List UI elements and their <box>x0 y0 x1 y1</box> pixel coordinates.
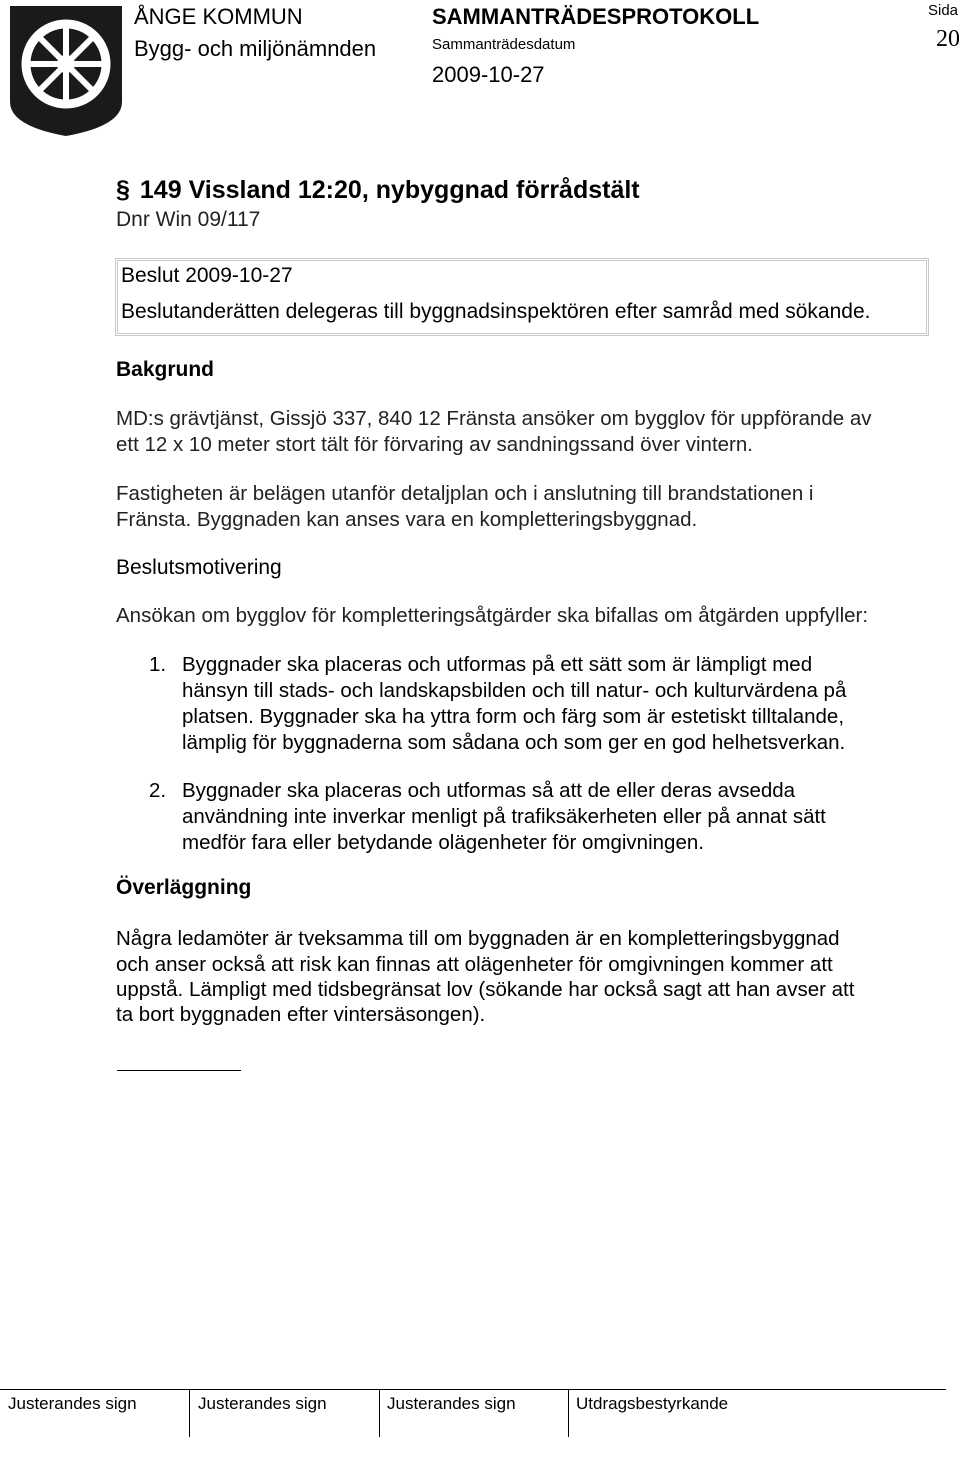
organization-name: ÅNGE KOMMUN <box>134 4 303 29</box>
footer-divider <box>189 1389 190 1437</box>
deliberation-heading: Överläggning <box>116 876 252 899</box>
background-p2-line2: Fränsta. Byggnaden kan anses vara en kompletteringsbyggnad. <box>116 508 698 531</box>
background-p1-line1: MD:s grävtjänst, Gissjö 337, 840 12 Fränsta ansöker om bygglov för uppförande av <box>116 407 872 430</box>
motivation-heading: Beslutsmotivering <box>116 556 282 579</box>
footer-divider <box>568 1389 569 1437</box>
end-of-section-rule <box>117 1070 241 1071</box>
board-name: Bygg- och miljönämnden <box>134 36 377 61</box>
background-p2-line1: Fastigheten är belägen utanför detaljplan och i anslutning till brandstationen i <box>116 482 814 505</box>
list-item-line: hänsyn till stads- och landskapsbilden och till natur- och kulturvärdena på <box>182 679 847 702</box>
list-item-number: 2. <box>149 779 167 802</box>
footer-sign-field-3: Justerandes sign <box>387 1394 516 1413</box>
background-p1-line2: ett 12 x 10 meter stort tält för förvaring av sandningssand över vintern. <box>116 433 753 456</box>
document-title: SAMMANTRÄDESPROTOKOLL <box>432 4 760 29</box>
background-heading: Bakgrund <box>116 358 215 381</box>
list-item-line: Byggnader ska placeras och utformas på ett sätt som är lämpligt med <box>182 653 813 676</box>
footer-sign-field-2: Justerandes sign <box>198 1394 327 1413</box>
meeting-date-label: Sammanträdesdatum <box>432 36 576 53</box>
footer-certification-field: Utdragsbestyrkande <box>576 1394 729 1413</box>
deliberation-line: ta bort byggnaden efter vintersäsongen). <box>116 1003 486 1026</box>
list-item-line: medför fara eller betydande olägenheter för omgivningen. <box>182 831 704 854</box>
section-symbol: § <box>116 176 130 204</box>
case-title-text: 149 Vissland 12:20, nybyggnad förrådstält <box>139 176 640 204</box>
municipality-shield-logo <box>6 2 126 138</box>
page-label: Sida <box>928 2 959 19</box>
motivation-intro: Ansökan om bygglov för kompletteringsåtgärder ska bifallas om åtgärden uppfyller: <box>116 604 869 627</box>
meeting-date: 2009-10-27 <box>432 62 545 87</box>
decision-text: Beslutanderätten delegeras till byggnadsinspektören efter samråd med sökande. <box>121 300 871 323</box>
footer-rule <box>0 1389 946 1390</box>
deliberation-line: Några ledamöter är tveksamma till om byggnaden är en kompletteringsbyggnad <box>116 927 840 950</box>
list-item-line: platsen. Byggnader ska ha yttra form och färg som är estetiskt tilltalande, <box>182 705 845 728</box>
deliberation-line: och anser också att risk kan finnas att olägenheter för omgivningen kommer att <box>116 953 833 976</box>
deliberation-line: uppstå. Lämpligt med tidsbegränsat lov (sökande har också sagt att han avser att <box>116 978 855 1001</box>
list-item-line: användning inte inverkar menligt på trafiksäkerheten eller på annat sätt <box>182 805 826 828</box>
list-item-number: 1. <box>149 653 167 676</box>
page-number: 20 <box>936 26 960 52</box>
case-title <box>116 176 640 205</box>
decision-date: Beslut 2009-10-27 <box>121 264 293 287</box>
diary-number: Dnr Win 09/117 <box>116 208 261 231</box>
list-item-line: lämplig för byggnaderna som sådana och som ger en god helhetsverkan. <box>182 731 846 754</box>
footer-sign-field-1: Justerandes sign <box>8 1394 137 1413</box>
list-item-line: Byggnader ska placeras och utformas så att de eller deras avsedda <box>182 779 796 802</box>
footer-divider <box>379 1389 380 1437</box>
